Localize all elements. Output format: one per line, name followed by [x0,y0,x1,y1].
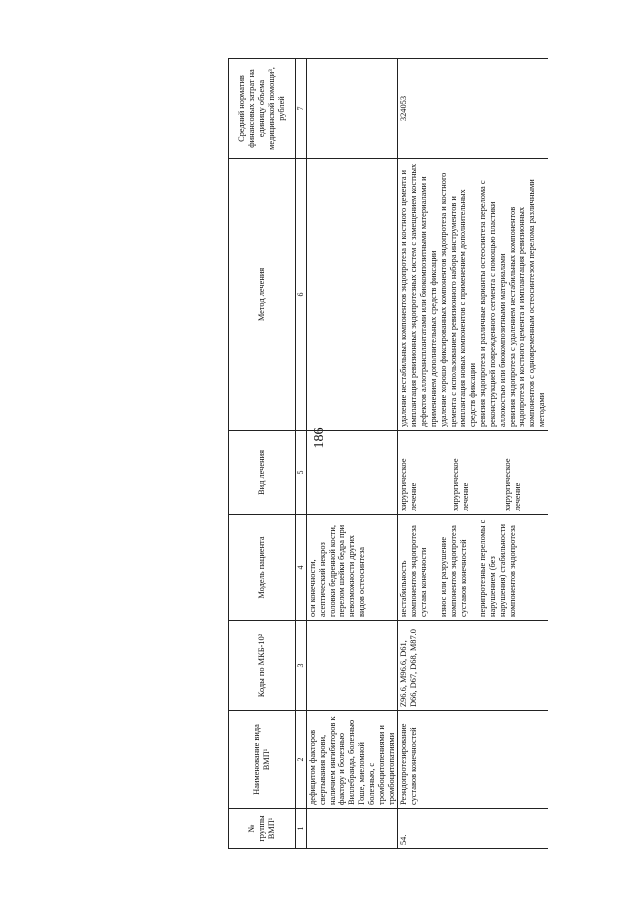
patient-model-3: перипротезные переломы с нарушением (без нарушения) стабильности компонентов эндопротеза [478,519,517,617]
column-number: 3 [296,621,307,711]
vmp-table [228,58,548,849]
page-number: 186 [312,427,327,449]
group-vmp-name: Реэндопротезирование суставов конечностей [398,711,548,809]
treatment-method-2: удаление хорошо фиксированных компонентов эндопротеза и костного цемента с использованием ревизионного набора инструментов и имплантация новых компонентов с применением дополнительных средств фиксации [438,172,478,427]
treatment-type-1: хирургическое лечение [399,458,419,511]
treatment-type-2: хирургическое лечение [451,458,470,511]
column-number: 2 [296,711,307,809]
group-number: 54. [398,809,548,849]
header-patient-model: Модель пациента [229,515,296,621]
column-number: 4 [296,515,307,621]
header-row [229,59,296,849]
group-icd-codes: Z96.6, M96.6, D61, D66, D67, D68, M87.0 [398,621,548,711]
header-treatment-method: Метод лечения [229,159,296,431]
group-row [398,59,548,849]
column-number: 5 [296,431,307,515]
header-icd-codes: Коды по МКБ-10² [229,621,296,711]
continued-patient-model: оси конечности, асептический некроз головки бедренной кости, перелом шейки бедра при невозможности других видов остеосинтеза [307,515,398,621]
continued-vmp-name: дефицитом факторов свертывания крови, наличием ингибиторов к фактору и болезнью Виллебранда, болезнью Гоше, миеломной болезнью, с тромбоцитопениями и тромбоцитопатиями [307,711,398,809]
header-treatment-type: Вид лечения [229,431,296,515]
treatment-method-3: ревизия эндопротеза и различные варианты остеосинтеза перелома с реконструкцией поврежденного сегмента с помощью пластики аллокостью или биокомпозитными материалами [478,180,507,427]
treatment-type-cell [398,431,548,515]
treatment-type-3: хирургическое лечение [502,458,522,511]
patient-model-2: износ или разрушение компонентов эндопротеза суставов конечностей [438,525,468,617]
header-vmp-name: Наименование вида ВМП¹ [229,711,296,809]
header-cost: Средний норматив финансовых затрат на единицу объема медицинской помощи³, рублей [229,59,296,159]
continued-row [307,59,398,849]
column-number: 6 [296,159,307,431]
treatment-method-1: удаление нестабильных компонентов эндопротеза и костного цемента и имплантация ревизионных эндопротезных систем с замещением костных дефектов аллотрансплантатами или биокомпозитными материалами и применением дополнительных средств фиксации [399,163,438,427]
patient-model-1: нестабильность компонентов эндопротеза сустава конечности [399,525,429,617]
patient-model-cell [398,515,548,621]
column-number: 7 [296,59,307,159]
document-sheet [228,59,547,849]
treatment-method-4: ревизия эндопротеза с удалением нестабильных компонентов эндопротеза и костного цемента и имплантация ревизионных компонентов с одновременным остеосинтезом перелома различными методами [507,179,547,427]
column-number: 1 [296,809,307,849]
header-group-number: № группы ВМП¹ [229,809,296,849]
treatment-method-cell [398,159,548,431]
group-cost: 324053 [398,59,548,159]
column-number-row [296,59,307,849]
